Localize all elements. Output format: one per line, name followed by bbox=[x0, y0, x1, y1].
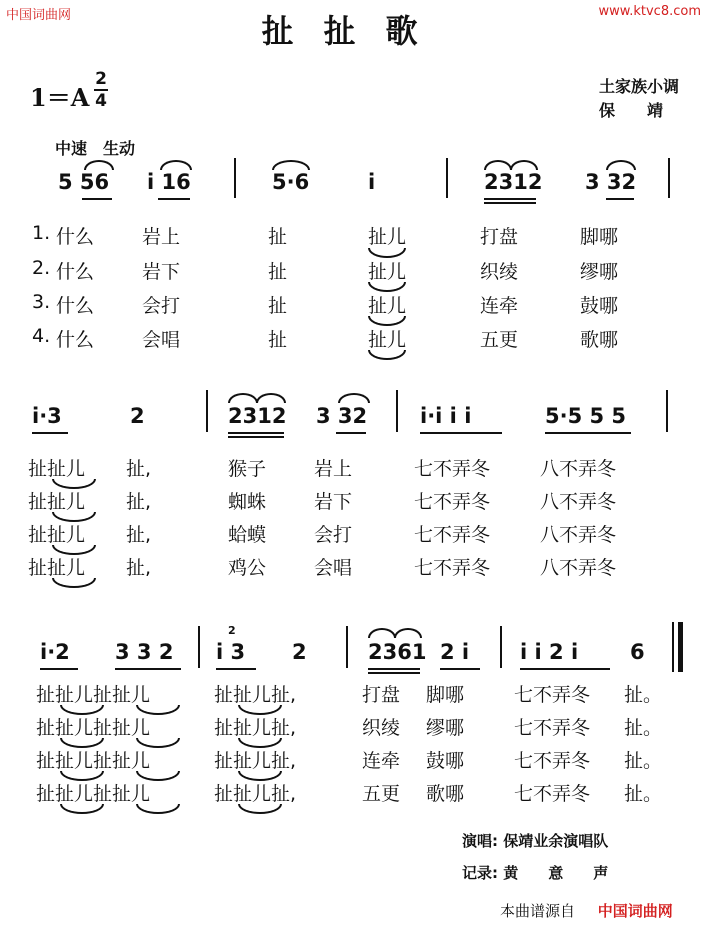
lyric: 扯扯儿扯, bbox=[214, 783, 297, 805]
note-group: 6 bbox=[630, 640, 645, 664]
underline bbox=[484, 198, 536, 200]
underline bbox=[368, 668, 420, 670]
barline bbox=[666, 390, 668, 432]
note-group: i i 2 i bbox=[520, 640, 579, 664]
note-group: 2 i bbox=[440, 640, 470, 664]
lyric: 蜘蛛 bbox=[228, 491, 267, 513]
source-text: 本曲谱源自 bbox=[500, 902, 576, 920]
lyric-slur bbox=[368, 350, 406, 360]
underline bbox=[368, 672, 420, 674]
lyric: 八不弄冬 bbox=[540, 491, 617, 513]
note-group: i·3 bbox=[32, 404, 62, 428]
key-signature: 1＝A bbox=[30, 83, 90, 112]
lyric: 岩下 bbox=[314, 491, 353, 513]
singer-label: 演唱: bbox=[462, 832, 498, 850]
song-title: 扯扯歌 bbox=[261, 12, 448, 50]
grace-note: 2 bbox=[228, 624, 236, 637]
underline bbox=[82, 198, 112, 200]
lyric: 扯扯儿扯, bbox=[214, 750, 297, 772]
lyric: 扯。 bbox=[624, 684, 663, 706]
note-group: 5 56 bbox=[58, 170, 110, 194]
lyric: 歌哪 bbox=[426, 783, 465, 805]
final-barline-thick bbox=[678, 622, 683, 672]
lyric: 脚哪 bbox=[580, 226, 619, 248]
lyric: 岩下 bbox=[142, 261, 181, 283]
lyric: 七不弄冬 bbox=[514, 717, 591, 739]
lyric: 扯扯儿扯扯儿 bbox=[36, 783, 151, 805]
underline bbox=[158, 198, 190, 200]
lyric: 织绫 bbox=[362, 717, 401, 739]
lyric: 七不弄冬 bbox=[414, 458, 491, 480]
singer-name: 保靖业余演唱队 bbox=[503, 832, 609, 850]
meter-numerator: 2 bbox=[95, 69, 107, 89]
lyric: 鼓哪 bbox=[426, 750, 465, 772]
note-group: 2 bbox=[292, 640, 307, 664]
tie bbox=[160, 160, 192, 170]
note-group: 2312 bbox=[228, 404, 287, 428]
underline bbox=[115, 668, 181, 670]
lyric: 八不弄冬 bbox=[540, 524, 617, 546]
lyric: 扯扯儿扯扯儿 bbox=[36, 684, 151, 706]
tie bbox=[368, 628, 396, 638]
underline bbox=[228, 432, 284, 434]
lyric: 扯, bbox=[126, 458, 152, 480]
tie bbox=[84, 160, 114, 170]
lyric: 会唱 bbox=[314, 557, 353, 579]
lyric: 扯扯儿扯, bbox=[214, 684, 297, 706]
lyric: 连牵 bbox=[362, 750, 401, 772]
barline bbox=[198, 626, 200, 668]
meter-denominator: 4 bbox=[95, 91, 107, 111]
lyric: 会唱 bbox=[142, 329, 181, 351]
note-group: 3 3 2 bbox=[115, 640, 174, 664]
verse-number: 2. bbox=[32, 257, 51, 279]
underline bbox=[336, 432, 366, 434]
final-barline-thin bbox=[672, 622, 674, 672]
lyric: 扯儿 bbox=[368, 295, 407, 317]
lyric-slur bbox=[238, 804, 282, 814]
lyric: 猴子 bbox=[228, 458, 267, 480]
verse-number: 1. bbox=[32, 222, 51, 244]
tie bbox=[272, 160, 310, 170]
lyric: 扯扯儿扯扯儿 bbox=[36, 717, 151, 739]
watermark-left: 中国词曲网 bbox=[6, 8, 72, 23]
tie bbox=[606, 160, 636, 170]
lyric: 什么 bbox=[56, 261, 95, 283]
lyric: 扯扯儿 bbox=[28, 557, 86, 579]
lyric: 扯 bbox=[268, 226, 288, 248]
note-group: i 16 bbox=[147, 170, 191, 194]
lyric: 扯儿 bbox=[368, 261, 407, 283]
underline bbox=[216, 668, 256, 670]
barline bbox=[346, 626, 348, 668]
lyric-slur bbox=[60, 804, 104, 814]
lyric: 扯。 bbox=[624, 717, 663, 739]
lyric: 扯, bbox=[126, 524, 152, 546]
underline bbox=[420, 432, 502, 434]
note-group: 2 bbox=[130, 404, 145, 428]
underline bbox=[484, 202, 536, 204]
lyric: 七不弄冬 bbox=[414, 491, 491, 513]
lyric: 打盘 bbox=[362, 684, 401, 706]
note-group: 5·5 5 5 bbox=[545, 404, 627, 428]
underline bbox=[32, 432, 68, 434]
barline bbox=[500, 626, 502, 668]
lyric: 八不弄冬 bbox=[540, 458, 617, 480]
lyric: 连牵 bbox=[480, 295, 519, 317]
song-meta bbox=[599, 75, 679, 123]
lyric: 五更 bbox=[362, 783, 401, 805]
barline bbox=[396, 390, 398, 432]
lyric: 鼓哪 bbox=[580, 295, 619, 317]
lyric-slur bbox=[136, 804, 180, 814]
recorder-name: 黄 意 声 bbox=[503, 864, 609, 882]
lyric: 什么 bbox=[56, 329, 95, 351]
note-group: i·i i i bbox=[420, 404, 472, 428]
lyric: 扯, bbox=[126, 557, 152, 579]
underline bbox=[520, 668, 610, 670]
lyric: 扯扯儿扯扯儿 bbox=[36, 750, 151, 772]
source-site-link[interactable]: 中国词曲网 bbox=[597, 902, 673, 920]
lyric: 什么 bbox=[56, 295, 95, 317]
underline bbox=[545, 432, 631, 434]
underline bbox=[228, 436, 284, 438]
lyric: 扯。 bbox=[624, 783, 663, 805]
verse-number: 4. bbox=[32, 325, 51, 347]
note-group: 2361 bbox=[368, 640, 427, 664]
tie bbox=[256, 393, 286, 403]
lyric: 扯 bbox=[268, 261, 288, 283]
origin-label: 保 靖 bbox=[598, 101, 663, 120]
note-group: 5·6 bbox=[272, 170, 310, 194]
lyric: 会打 bbox=[314, 524, 353, 546]
lyric: 脚哪 bbox=[426, 684, 465, 706]
barline bbox=[206, 390, 208, 432]
lyric: 扯扯儿 bbox=[28, 458, 86, 480]
lyric: 八不弄冬 bbox=[540, 557, 617, 579]
time-signature bbox=[94, 70, 108, 110]
lyric: 扯扯儿扯, bbox=[214, 717, 297, 739]
barline bbox=[234, 158, 236, 198]
lyric: 扯儿 bbox=[368, 226, 407, 248]
note-group: 2312 bbox=[484, 170, 543, 194]
lyric: 缪哪 bbox=[426, 717, 465, 739]
lyric: 织绫 bbox=[480, 261, 519, 283]
lyric: 鸡公 bbox=[228, 557, 267, 579]
lyric: 扯扯儿 bbox=[28, 524, 86, 546]
lyric: 扯。 bbox=[624, 750, 663, 772]
lyric: 扯 bbox=[268, 295, 288, 317]
verse-number: 3. bbox=[32, 291, 51, 313]
lyric: 打盘 bbox=[480, 226, 519, 248]
tie bbox=[228, 393, 258, 403]
lyric: 七不弄冬 bbox=[414, 524, 491, 546]
note-group: i·2 bbox=[40, 640, 70, 664]
lyric-slur bbox=[52, 578, 96, 588]
lyric: 七不弄冬 bbox=[414, 557, 491, 579]
note-group: i bbox=[368, 170, 376, 194]
lyric: 什么 bbox=[56, 226, 95, 248]
lyric: 扯, bbox=[126, 491, 152, 513]
barline bbox=[668, 158, 670, 198]
tie bbox=[510, 160, 538, 170]
genre-label: 土家族小调 bbox=[598, 77, 679, 96]
lyric: 扯 bbox=[268, 329, 288, 351]
tempo-marking: 中速 生动 bbox=[55, 139, 136, 158]
recorder-label: 记录: bbox=[462, 864, 498, 882]
tie bbox=[338, 393, 370, 403]
underline bbox=[440, 668, 480, 670]
credits bbox=[462, 825, 608, 889]
lyric: 岩上 bbox=[142, 226, 181, 248]
underline bbox=[40, 668, 78, 670]
lyric: 扯扯儿 bbox=[28, 491, 86, 513]
tie bbox=[484, 160, 512, 170]
lyric: 扯儿 bbox=[368, 329, 407, 351]
lyric: 歌哪 bbox=[580, 329, 619, 351]
lyric: 七不弄冬 bbox=[514, 783, 591, 805]
lyric: 七不弄冬 bbox=[514, 684, 591, 706]
lyric: 蛤蟆 bbox=[228, 524, 267, 546]
watermark-right: www.ktvc8.com bbox=[598, 4, 701, 19]
lyric: 五更 bbox=[480, 329, 519, 351]
lyric: 缪哪 bbox=[580, 261, 619, 283]
note-group: i 3 bbox=[216, 640, 246, 664]
singer-line bbox=[462, 825, 608, 857]
note-group: 3 32 bbox=[585, 170, 637, 194]
lyric: 岩上 bbox=[314, 458, 353, 480]
source-line bbox=[500, 900, 673, 921]
barline bbox=[446, 158, 448, 198]
lyric: 会打 bbox=[142, 295, 181, 317]
tie bbox=[394, 628, 422, 638]
lyric: 七不弄冬 bbox=[514, 750, 591, 772]
underline bbox=[606, 198, 634, 200]
note-group: 3 32 bbox=[316, 404, 368, 428]
recorder-line bbox=[462, 857, 608, 889]
